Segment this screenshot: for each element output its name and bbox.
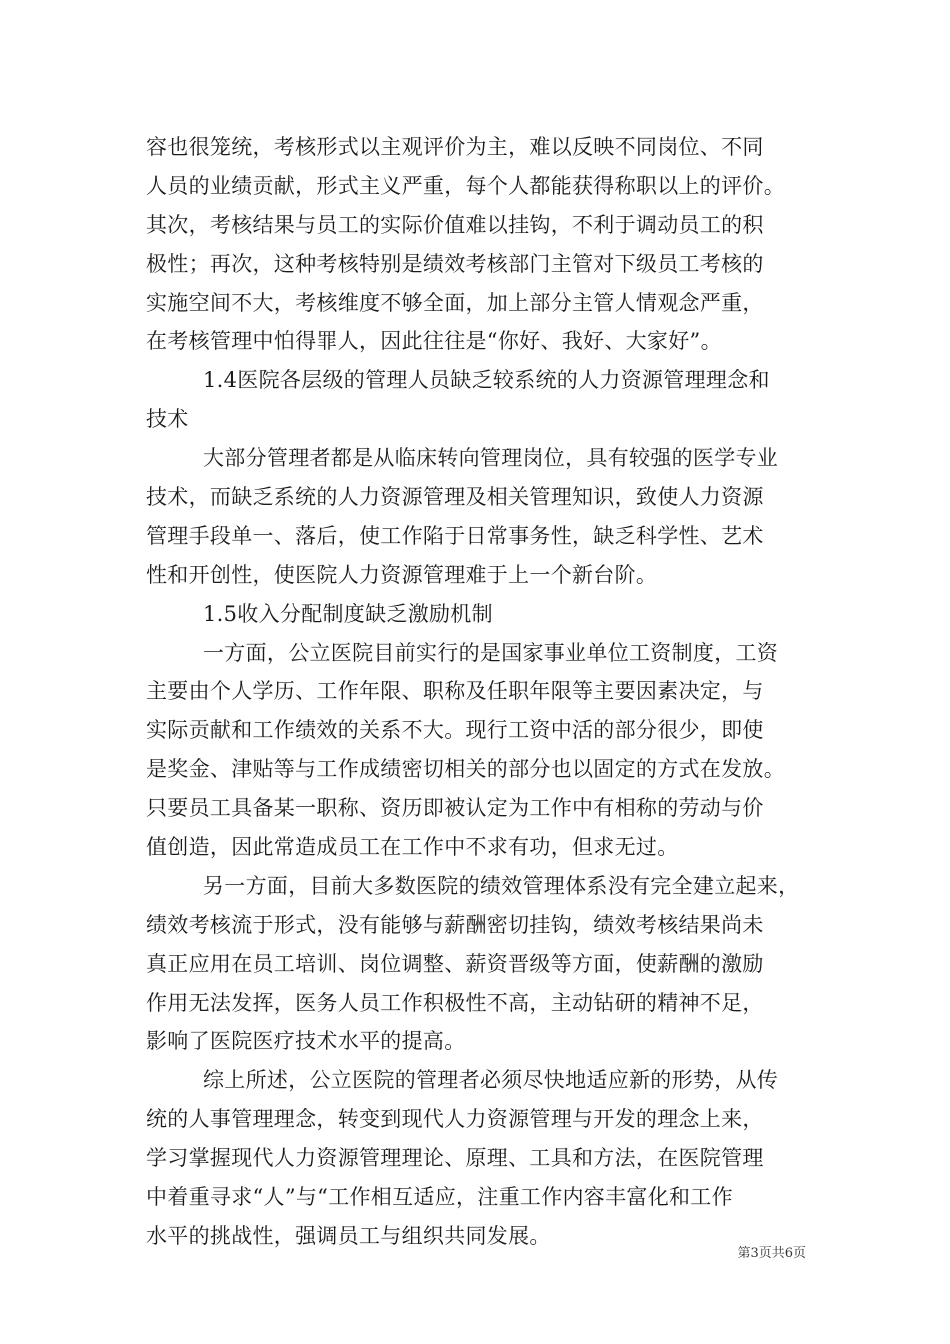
text-line: 统的人事管理理念，转变到现代人力资源管理与开发的理念上来，	[146, 1107, 764, 1132]
text-line: 容也很笼统，考核形式以主观评价为主，难以反映不同岗位、不同	[146, 135, 764, 159]
page-footer: 第3页共6页	[737, 1246, 806, 1261]
text-line: 水平的挑战性，强调员工与组织共同发展。	[146, 1223, 551, 1248]
text-line: 人员的业绩贡献，形式主义严重，每个人都能获得称职以上的评价。	[146, 173, 785, 198]
text-line: 实施空间不大，考核维度不够全面，加上部分主管人情观念严重，	[146, 290, 764, 315]
text-line: 综上所述，公立医院的管理者必须尽快地适应新的形势，从传	[203, 1068, 779, 1093]
text-line: 性和开创性，使医院人力资源管理难于上一个新台阶。	[146, 562, 658, 587]
text-line: 1.5收入分配制度缺乏激励机制	[203, 601, 493, 626]
text-line: 大部分管理者都是从临床转向管理岗位，具有较强的医学专业	[203, 446, 779, 471]
text-line: 主要由个人学历、工作年限、职称及任职年限等主要因素决定，与	[146, 679, 764, 704]
text-line: 1.4医院各层级的管理人员缺乏较系统的人力资源管理理念和	[203, 368, 770, 393]
text-line: 真正应用在员工培训、岗位调整、薪资晋级等方面，使薪酬的激励	[146, 951, 764, 976]
text-line: 只要员工具备某一职称、资历即被认定为工作中有相称的劳动与价	[146, 796, 764, 821]
text-line: 管理手段单一、落后，使工作陷于日常事务性，缺乏科学性、艺术	[146, 523, 764, 548]
text-line: 实际贡献和工作绩效的关系不大。现行工资中活的部分很少，即使	[146, 718, 764, 743]
text-line: 在考核管理中怕得罪人，因此往往是“你好、我好、大家好”。	[146, 329, 722, 354]
text-line: 中着重寻求“人”与“工作相互适应，注重工作内容丰富化和工作	[146, 1185, 733, 1210]
text-line: 技术，而缺乏系统的人力资源管理及相关管理知识，致使人力资源	[146, 485, 764, 510]
text-line: 影响了医院医疗技术水平的提高。	[146, 1029, 466, 1054]
text-line: 一方面，公立医院目前实行的是国家事业单位工资制度，工资	[203, 640, 779, 665]
text-line: 绩效考核流于形式，没有能够与薪酬密切挂钩，绩效考核结果尚未	[146, 912, 764, 937]
text-line: 另一方面，目前大多数医院的绩效管理体系没有完全建立起来，	[203, 873, 800, 898]
text-line: 是奖金、津贴等与工作成绩密切相关的部分也以固定的方式在发放。	[146, 757, 785, 782]
text-line: 学习掌握现代人力资源管理理论、原理、工具和方法，在医院管理	[146, 1146, 764, 1171]
text-line: 技术	[146, 407, 189, 432]
text-line: 极性；再次，这种考核特别是绩效考核部门主管对下级员工考核的	[146, 251, 764, 276]
text-line: 值创造，因此常造成员工在工作中不求有功，但求无过。	[146, 835, 679, 860]
text-line: 作用无法发挥，医务人员工作积极性不高，主动钻研的精神不足，	[146, 990, 764, 1015]
text-line: 其次，考核结果与员工的实际价值难以挂钩，不利于调动员工的积	[146, 212, 764, 237]
document-body	[146, 128, 810, 1256]
